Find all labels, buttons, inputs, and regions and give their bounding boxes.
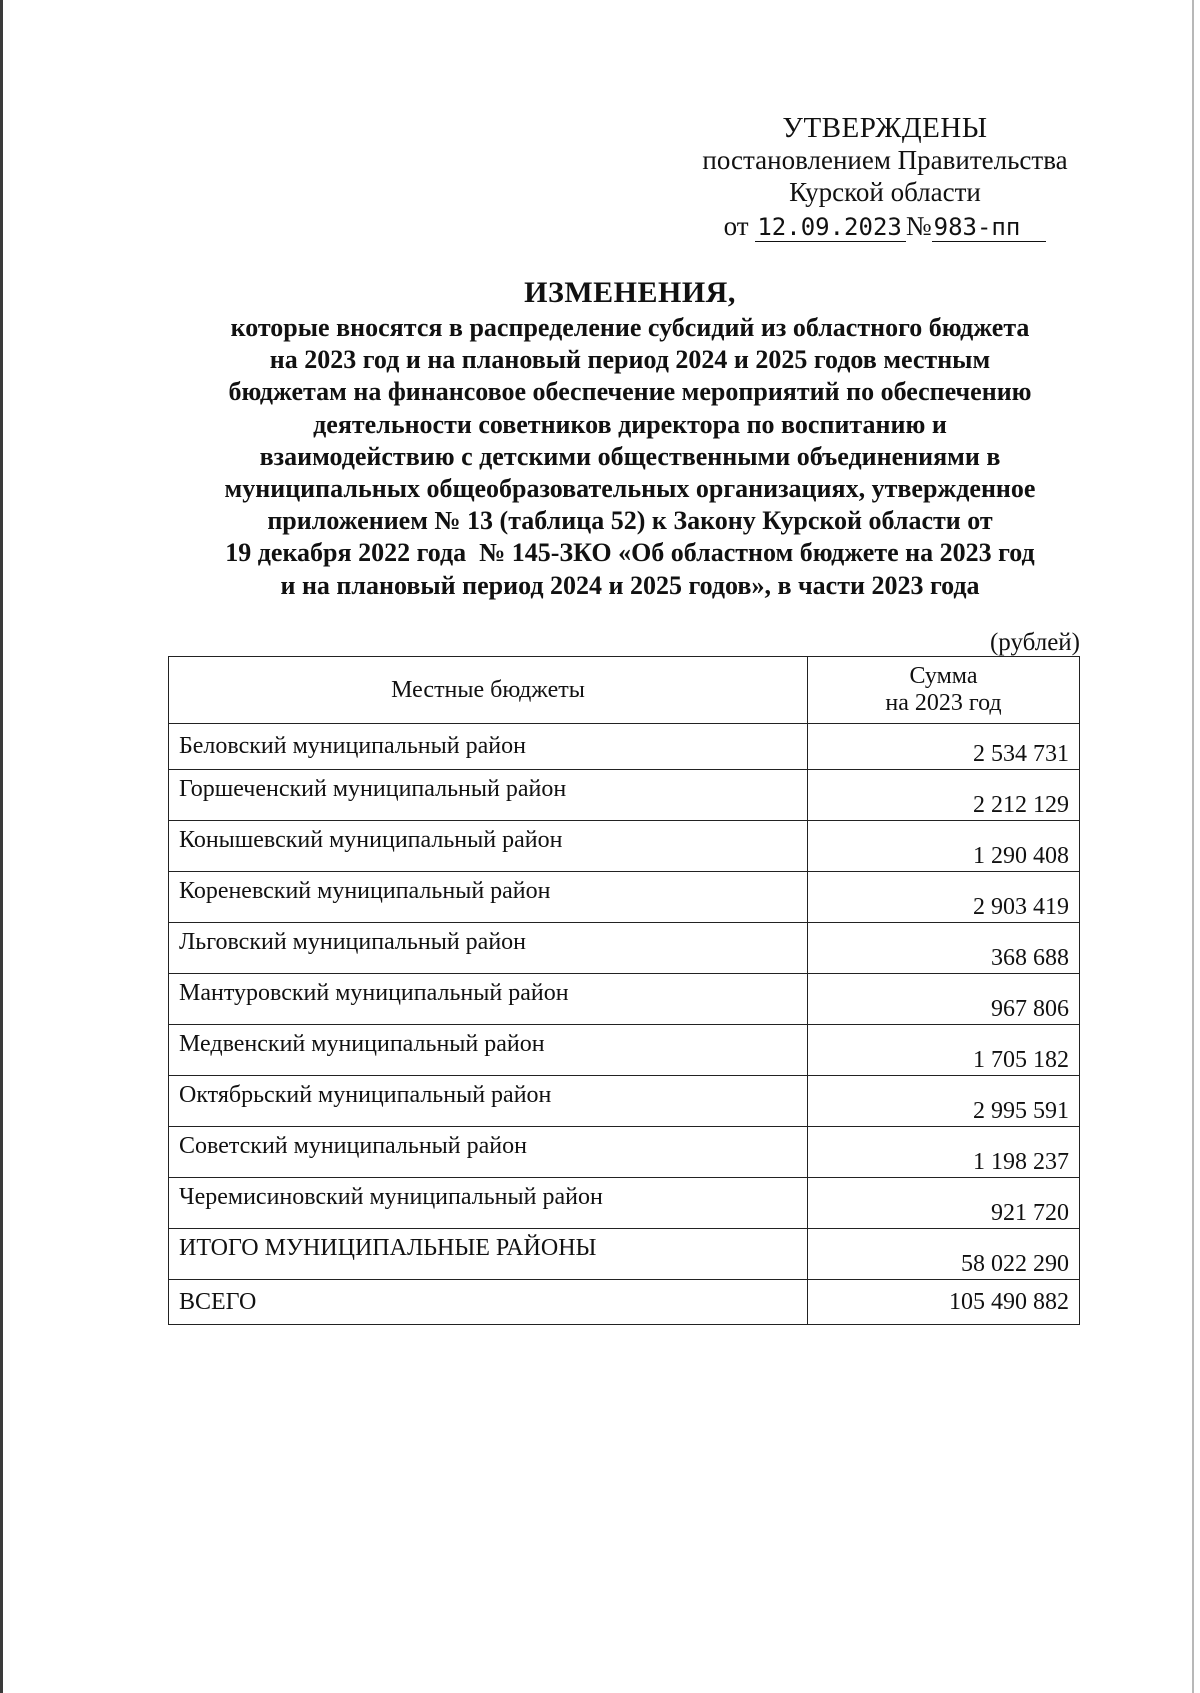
- subtitle-line: и на плановый период 2024 и 2025 годов», в части 2023 года: [280, 570, 980, 600]
- table-row: [169, 923, 1080, 974]
- approval-number: 983-пп: [932, 213, 1047, 242]
- total-name: ВСЕГО: [169, 1280, 808, 1325]
- district-name: Октябрьский муниципальный район: [169, 1076, 808, 1127]
- document-subtitle: [150, 312, 1110, 602]
- approval-line-1: постановлением Правительства: [702, 145, 1068, 175]
- district-amount: 2 995 591: [808, 1076, 1080, 1127]
- subtitle-line: взаимодействию с детскими общественными объединениями в: [259, 441, 1001, 471]
- approval-block: [660, 112, 1110, 243]
- district-amount: 967 806: [808, 974, 1080, 1025]
- date-prefix: от: [723, 211, 749, 241]
- header-local-budgets: Местные бюджеты: [169, 657, 808, 724]
- subtotal-row: [169, 1229, 1080, 1280]
- district-amount: 2 212 129: [808, 770, 1080, 821]
- approval-date: 12.09.2023: [755, 213, 906, 242]
- district-amount: 2 903 419: [808, 872, 1080, 923]
- table-row: [169, 770, 1080, 821]
- table-row: [169, 1076, 1080, 1127]
- approval-date-line: [660, 210, 1110, 243]
- district-amount: 1 198 237: [808, 1127, 1080, 1178]
- subtitle-line: бюджетам на финансовое обеспечение мероприятий по обеспечению: [228, 377, 1032, 407]
- document-title: [150, 276, 1110, 602]
- header-sum: [808, 657, 1080, 724]
- district-name: Советский муниципальный район: [169, 1127, 808, 1178]
- subtitle-line: 19 декабря 2022 года № 145-ЗКО «Об областном бюджете на 2023 год: [225, 538, 1035, 568]
- subtitle-line: которые вносятся в распределение субсидий из областного бюджета: [230, 313, 1030, 342]
- district-amount: 921 720: [808, 1178, 1080, 1229]
- district-amount: 1 705 182: [808, 1025, 1080, 1076]
- header-sum-line2: на 2023 год: [885, 690, 1002, 716]
- number-prefix: №: [905, 211, 932, 241]
- subtitle-line: на 2023 год и на плановый период 2024 и 2025 годов местным: [269, 345, 991, 375]
- table-header-row: [169, 657, 1080, 724]
- table-row: [169, 872, 1080, 923]
- page-edge-left: [0, 0, 3, 1693]
- total-row: [169, 1280, 1080, 1325]
- page-edge-right: [1192, 0, 1194, 1693]
- district-name: Мантуровский муниципальный район: [169, 974, 808, 1025]
- budget-table: [168, 656, 1080, 1325]
- district-name: Кореневский муниципальный район: [169, 872, 808, 923]
- district-name: Беловский муниципальный район: [169, 724, 808, 770]
- district-name: Медвенский муниципальный район: [169, 1025, 808, 1076]
- district-amount: 2 534 731: [808, 724, 1080, 770]
- table-row: [169, 821, 1080, 872]
- subtitle-line: муниципальных общеобразовательных организациях, утвержденное: [224, 474, 1036, 504]
- district-name: Горшеченский муниципальный район: [169, 770, 808, 821]
- district-name: Конышевский муниципальный район: [169, 821, 808, 872]
- table-row: [169, 1025, 1080, 1076]
- subtotal-name: ИТОГО МУНИЦИПАЛЬНЫЕ РАЙОНЫ: [169, 1229, 808, 1280]
- subtitle-line: деятельности советников директора по воспитанию и: [313, 409, 947, 439]
- header-sum-line1: Сумма: [909, 663, 978, 689]
- document-heading: ИЗМЕНЕНИЯ,: [524, 276, 736, 309]
- district-amount: 1 290 408: [808, 821, 1080, 872]
- district-amount: 368 688: [808, 923, 1080, 974]
- district-name: Черемисиновский муниципальный район: [169, 1178, 808, 1229]
- table-row: [169, 1127, 1080, 1178]
- subtotal-amount: 58 022 290: [808, 1229, 1080, 1280]
- table-row: [169, 1178, 1080, 1229]
- district-name: Льговский муниципальный район: [169, 923, 808, 974]
- subtitle-line: приложением № 13 (таблица 52) к Закону Курской области от: [267, 506, 993, 536]
- approval-line-2: Курской области: [789, 177, 981, 207]
- units-label: (рублей): [989, 629, 1080, 656]
- table-row: [169, 974, 1080, 1025]
- table-row: [169, 724, 1080, 770]
- approval-heading: УТВЕРЖДЕНЫ: [782, 112, 988, 144]
- total-amount: 105 490 882: [808, 1280, 1080, 1325]
